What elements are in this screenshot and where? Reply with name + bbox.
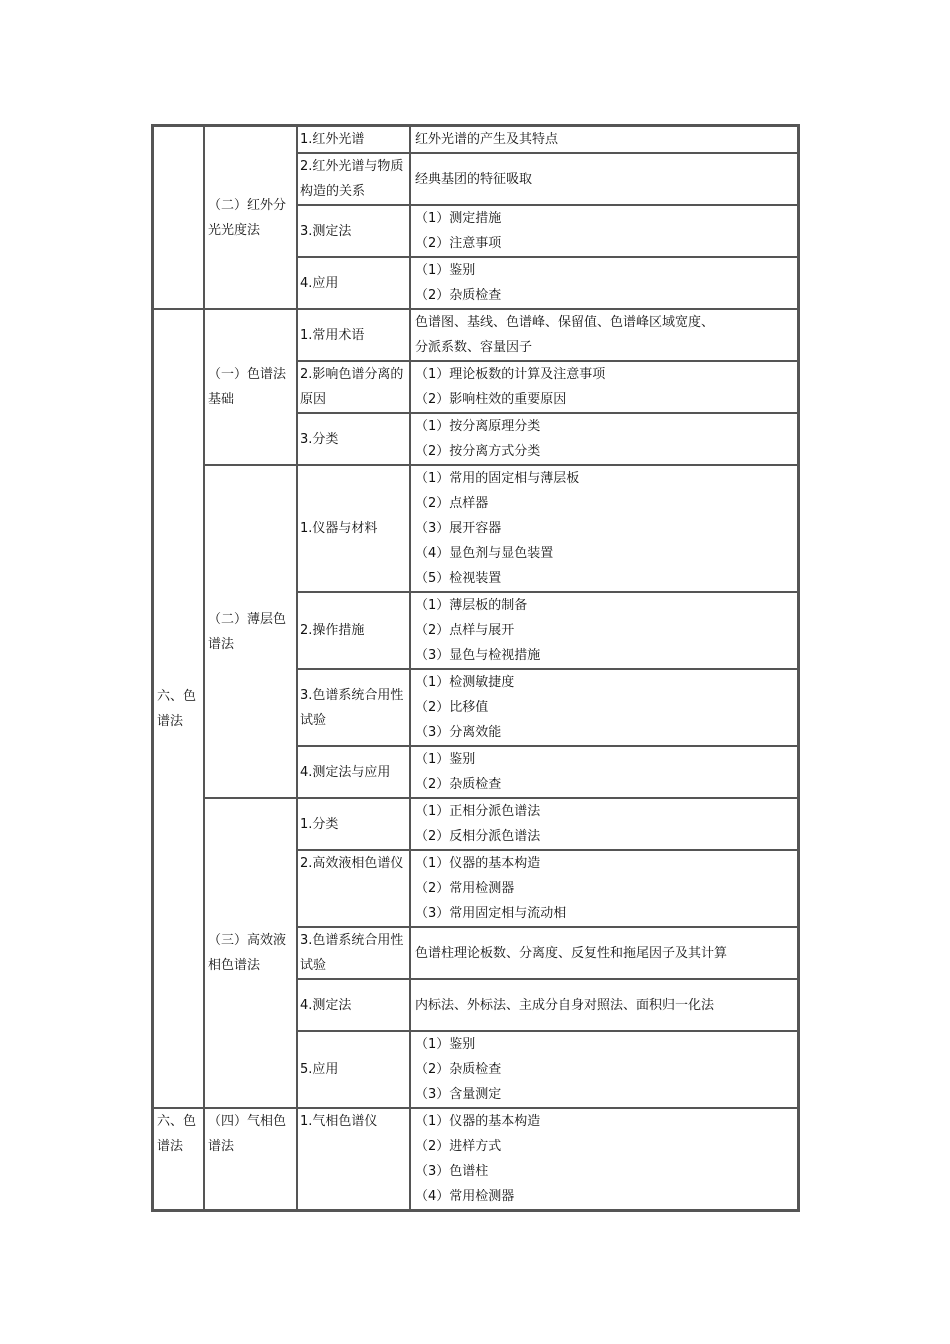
table-row — [153, 309, 798, 361]
syllabus-table-body — [153, 126, 798, 1210]
detail-line: （2）杂质检查 — [415, 1062, 502, 1077]
table-row — [153, 798, 798, 850]
detail-line: （2）比移值 — [415, 700, 489, 715]
topic-label: 4.测定法与应用 — [300, 764, 391, 780]
chapter-cell — [153, 309, 204, 1108]
detail-cell — [410, 798, 798, 850]
topic-label: 3.色谱系统合用性试验 — [300, 933, 404, 973]
detail-cell — [410, 1108, 798, 1210]
topic-cell — [297, 1108, 410, 1210]
topic-label: 1.红外光谱 — [300, 132, 365, 147]
topic-label: 1.分类 — [300, 816, 339, 832]
detail-line: （1）检测敏捷度 — [415, 675, 515, 690]
detail-line: （2）影响柱效的重要原因 — [415, 392, 567, 407]
detail-cell — [410, 309, 798, 361]
detail-cell — [410, 746, 798, 798]
detail-line: 内标法、外标法、主成分自身对照法、面积归一化法 — [415, 997, 715, 1013]
table-row — [153, 465, 798, 592]
table-row — [153, 126, 798, 153]
topic-cell — [297, 1031, 410, 1108]
topic-cell — [297, 850, 410, 927]
detail-line: （1）鉴别 — [415, 752, 476, 767]
detail-line: 色谱柱理论板数、分离度、反复性和拖尾因子及其计算 — [415, 945, 728, 961]
detail-line: （1）正相分派色谱法 — [415, 804, 541, 819]
detail-cell — [410, 413, 798, 465]
detail-line: 经典基团的特征吸取 — [415, 171, 533, 187]
topic-label: 2.操作措施 — [300, 623, 365, 638]
section-cell — [204, 798, 297, 1108]
detail-cell — [410, 592, 798, 669]
detail-line: （2）杂质检查 — [415, 288, 502, 303]
topic-label: 3.分类 — [300, 431, 339, 447]
detail-line: （5）检视装置 — [415, 571, 502, 586]
section-cell — [204, 126, 297, 309]
detail-cell — [410, 1031, 798, 1108]
topic-cell — [297, 465, 410, 592]
detail-line: （2）进样方式 — [415, 1139, 502, 1154]
topic-cell — [297, 669, 410, 746]
detail-line: （1）鉴别 — [415, 1037, 476, 1052]
detail-line: （3）展开容器 — [415, 521, 502, 536]
detail-line: （3）色谱柱 — [415, 1164, 489, 1179]
detail-line: （2）注意事项 — [415, 236, 502, 251]
chapter-title: 六、色谱法 — [157, 1114, 197, 1154]
section-title: （二）红外分光光度法 — [208, 197, 287, 238]
section-title: （一）色谱法基础 — [208, 367, 287, 407]
topic-cell — [297, 746, 410, 798]
detail-line: （2）反相分派色谱法 — [415, 829, 541, 844]
topic-cell — [297, 153, 410, 205]
chapter-cell — [153, 1108, 204, 1210]
topic-cell — [297, 257, 410, 309]
detail-line: （1）仪器的基本构造 — [415, 856, 541, 871]
detail-line: （1）理论板数的计算及注意事项 — [415, 367, 606, 382]
topic-label: 2.影响色谱分离的原因 — [300, 367, 404, 407]
topic-label: 1.气相色谱仪 — [300, 1114, 378, 1129]
detail-line: （1）测定措施 — [415, 211, 502, 226]
topic-cell — [297, 798, 410, 850]
detail-line: （1）仪器的基本构造 — [415, 1114, 541, 1129]
topic-label: 3.色谱系统合用性试验 — [300, 687, 404, 728]
detail-line: （4）显色剂与显色装置 — [415, 546, 554, 561]
detail-line: （2）按分离方式分类 — [415, 444, 541, 459]
topic-label: 1.仪器与材料 — [300, 521, 378, 536]
detail-cell — [410, 205, 798, 257]
detail-cell — [410, 669, 798, 746]
detail-line: （2）杂质检查 — [415, 777, 502, 792]
detail-cell — [410, 979, 798, 1031]
detail-cell — [410, 361, 798, 413]
topic-label: 2.红外光谱与物质构造的关系 — [300, 159, 404, 199]
detail-line: （3）显色与检视措施 — [415, 648, 541, 663]
detail-line: （1）常用的固定相与薄层板 — [415, 471, 580, 486]
section-cell — [204, 465, 297, 798]
detail-line: （1）鉴别 — [415, 263, 476, 278]
topic-cell — [297, 979, 410, 1031]
detail-line: （1）按分离原理分类 — [415, 419, 541, 434]
section-title: （三）高效液相色谱法 — [208, 933, 287, 973]
detail-line: （3）常用固定相与流动相 — [415, 906, 567, 921]
chapter-title: 六、色谱法 — [157, 688, 197, 729]
section-cell — [204, 309, 297, 465]
topic-cell — [297, 126, 410, 153]
detail-line: （4）常用检测器 — [415, 1189, 515, 1204]
topic-cell — [297, 205, 410, 257]
topic-cell — [297, 927, 410, 979]
detail-line: （3）含量测定 — [415, 1087, 502, 1102]
section-title: （四）气相色谱法 — [208, 1114, 287, 1154]
topic-cell — [297, 592, 410, 669]
topic-label: 2.高效液相色谱仪 — [300, 856, 404, 871]
topic-cell — [297, 413, 410, 465]
topic-label: 1.常用术语 — [300, 327, 365, 343]
syllabus-table — [151, 124, 800, 1212]
table-row — [153, 1108, 798, 1210]
detail-cell — [410, 153, 798, 205]
topic-cell — [297, 309, 410, 361]
topic-label: 5.应用 — [300, 1062, 339, 1077]
topic-label: 3.测定法 — [300, 223, 352, 239]
topic-label: 4.应用 — [300, 275, 339, 291]
detail-line: （1）薄层板的制备 — [415, 598, 528, 613]
detail-cell — [410, 257, 798, 309]
detail-line: 色谱图、基线、色谱峰、保留值、色谱峰区域宽度、分派系数、容量因子 — [415, 315, 715, 355]
topic-label: 4.测定法 — [300, 997, 352, 1013]
section-cell — [204, 1108, 297, 1210]
section-title: （二）薄层色谱法 — [208, 611, 287, 652]
detail-line: （2）点样与展开 — [415, 623, 515, 638]
topic-cell — [297, 361, 410, 413]
detail-line: （2）常用检测器 — [415, 881, 515, 896]
detail-line: （3）分离效能 — [415, 725, 502, 740]
detail-cell — [410, 465, 798, 592]
detail-line: （2）点样器 — [415, 496, 489, 511]
chapter-cell — [153, 126, 204, 309]
detail-cell — [410, 126, 798, 153]
detail-cell — [410, 850, 798, 927]
detail-line: 红外光谱的产生及其特点 — [415, 132, 559, 147]
detail-cell — [410, 927, 798, 979]
